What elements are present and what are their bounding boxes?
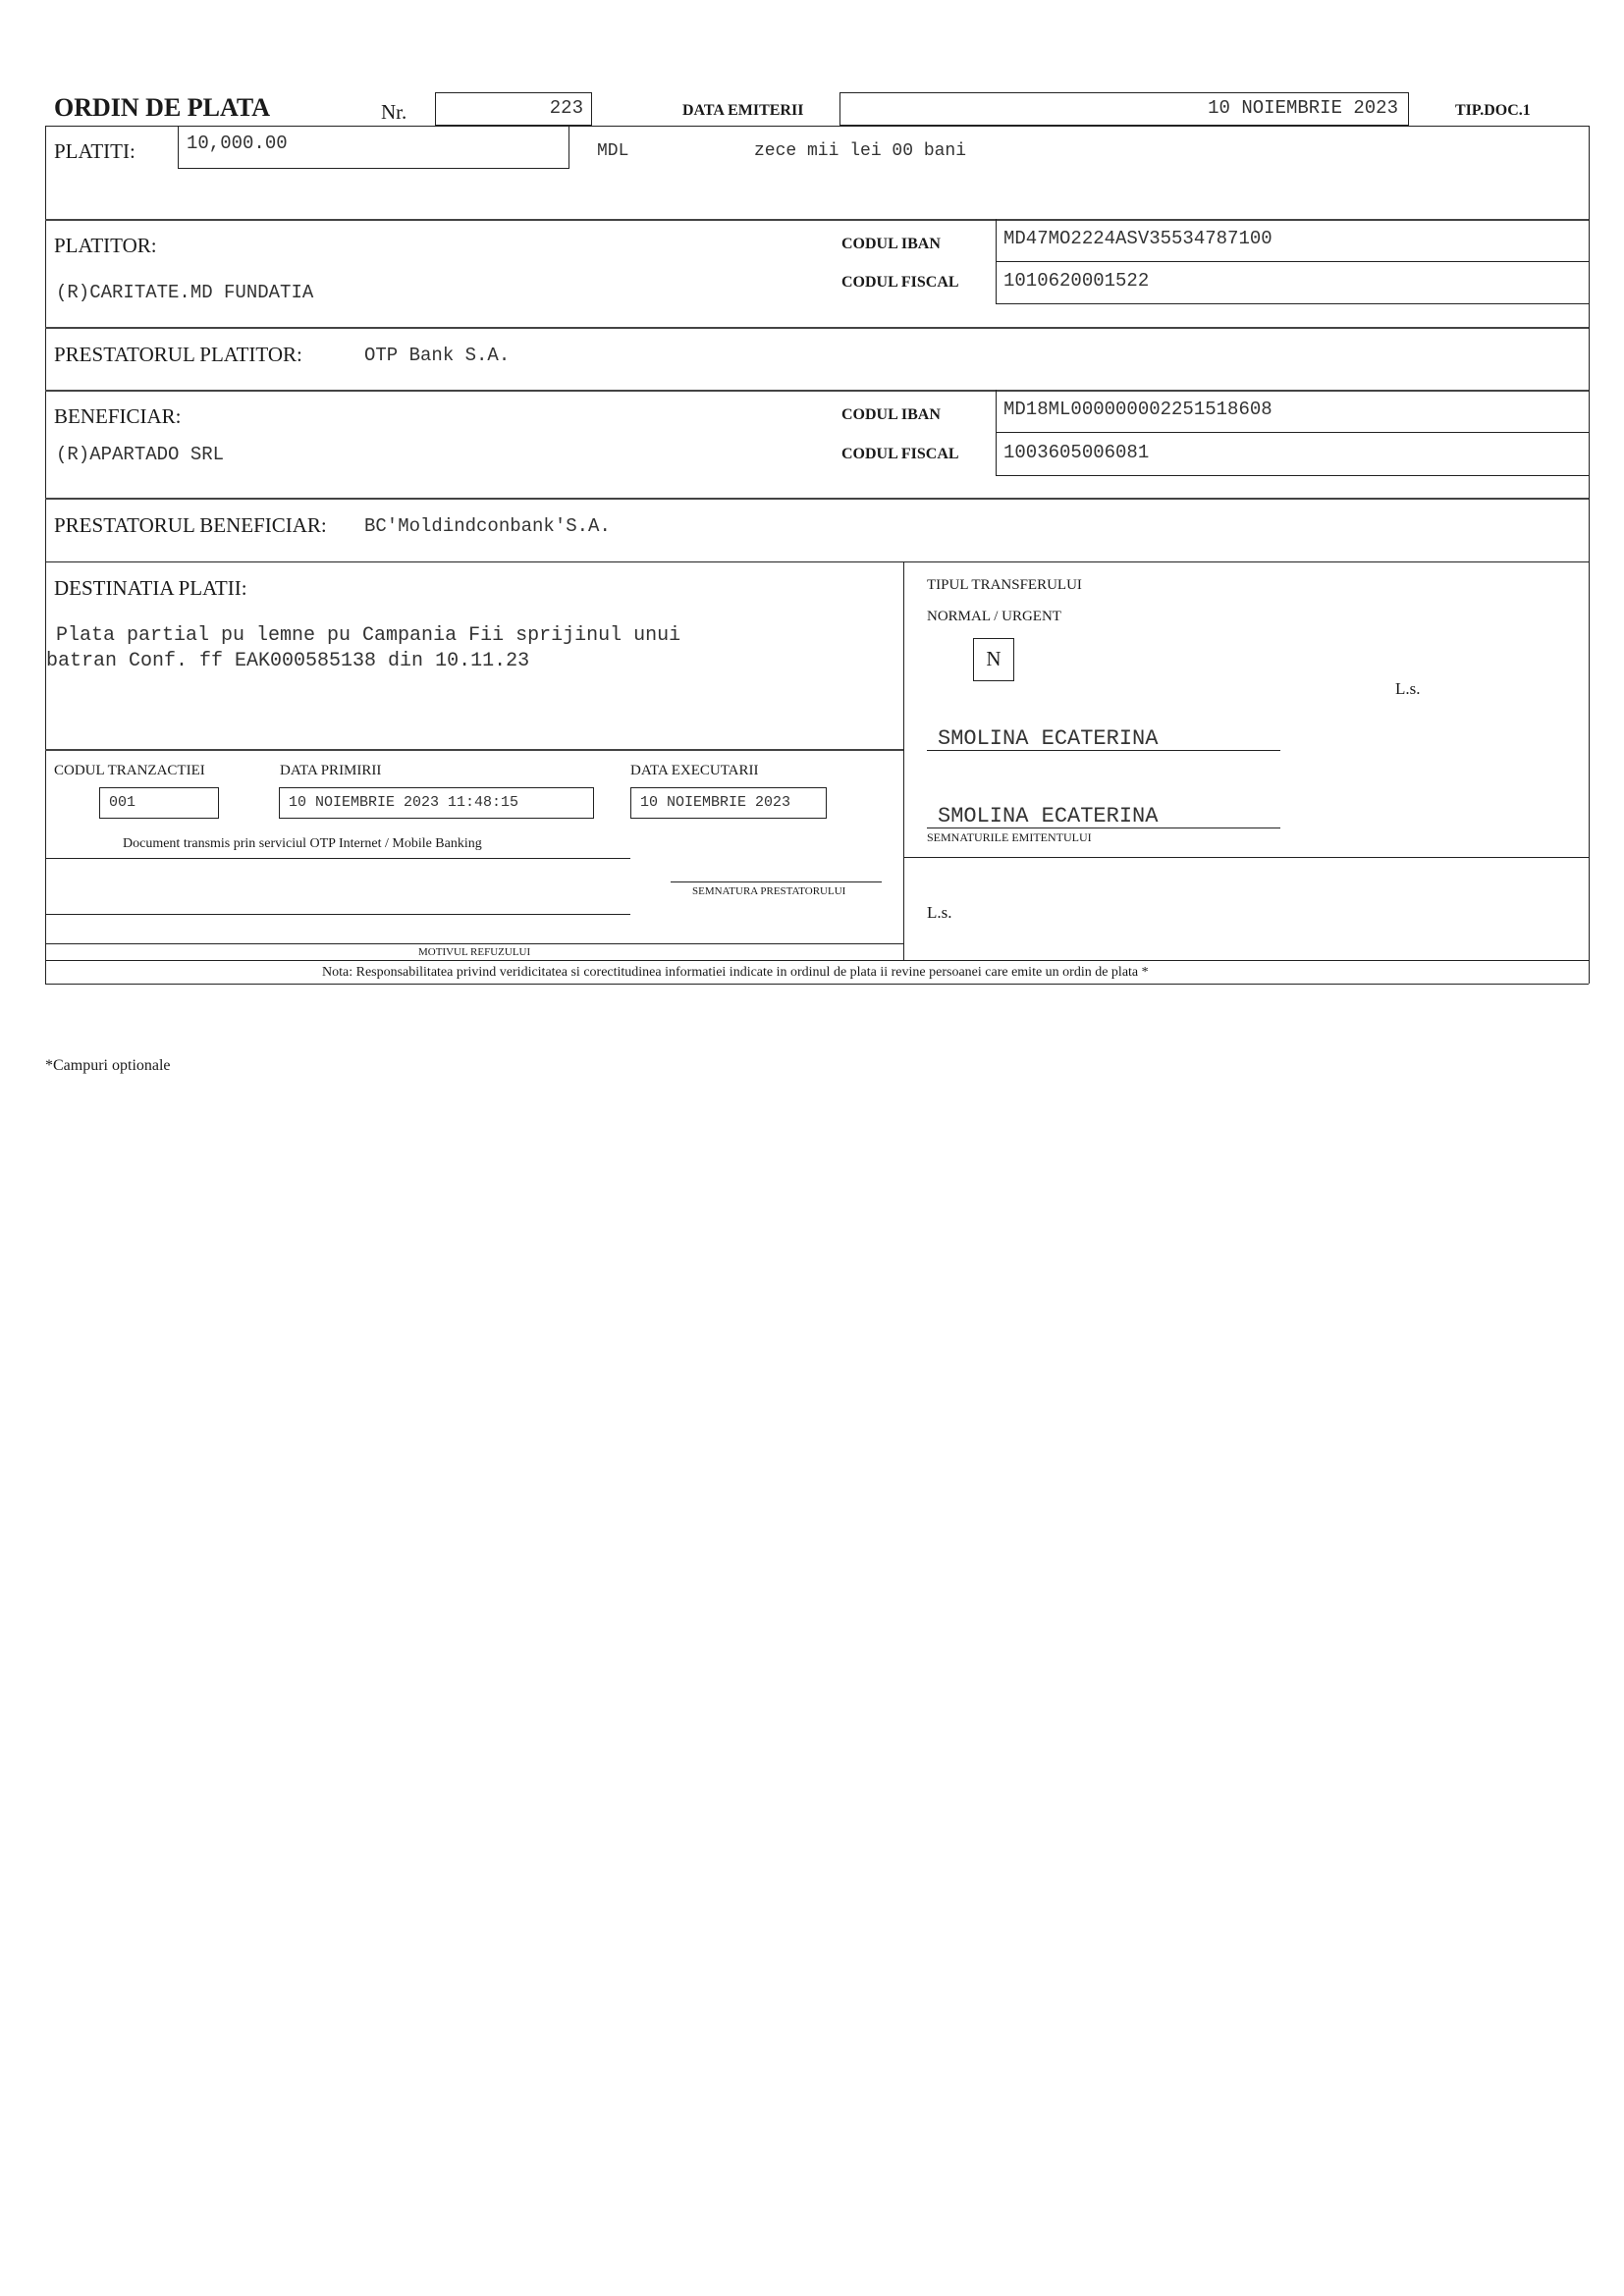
payer-bank-label: PRESTATORUL PLATITOR: [54,343,302,366]
destination-line-2: batran Conf. ff EAK000585138 din 10.11.23 [46,650,530,672]
transfer-mode-label: NORMAL / URGENT [927,609,1061,624]
divider-note-top [45,960,1589,961]
transaction-code-field [99,787,219,819]
divider-signatures [903,857,1589,858]
transmitted-note: Document transmis prin serviciul OTP Internet / Mobile Banking [123,836,482,851]
received-date-field [279,787,594,819]
divider-payer-bank [45,390,1589,392]
executed-date-label: DATA EXECUTARII [630,763,759,778]
payer-iban-label: CODUL IBAN [841,236,941,252]
responsibility-note: Nota: Responsabilitatea privind veridicitatea si corectitudinea informatiei indicate in ordinul de plata ii revine persoanei care emite un ordin de plata * [322,965,1149,980]
issuer-signature-2: SMOLINA ECATERINA [938,804,1159,828]
transmitted-underline [45,858,630,859]
divider-payer [45,327,1589,329]
refusal-reason-label: MOTIVUL REFUZULUI [418,946,531,958]
amount-value: 10,000.00 [187,133,288,154]
ls-label-bottom: L.s. [927,903,952,922]
nr-value: 223 [549,97,583,119]
provider-signature-label: SEMNATURA PRESTATORULUI [692,885,846,897]
column-divider [903,561,904,960]
transaction-code-label: CODUL TRANZACTIEI [54,763,205,778]
doc-type-label: TIP.DOC.1 [1455,102,1531,119]
payer-iban-value: MD47MO2224ASV35534787100 [1003,228,1272,249]
transfer-type-label: TIPUL TRANSFERULUI [927,577,1082,593]
amount-in-words: zece mii lei 00 bani [754,141,967,161]
divider-destination [45,749,903,751]
beneficiary-codes-left-border [996,390,997,476]
amount-label: PLATITI: [54,139,135,163]
provider-signature-line [671,881,882,882]
beneficiary-label: BENEFICIAR: [54,404,182,428]
issuer-signatures-label: SEMNATURILE EMITENTULUI [927,830,1092,844]
divider-beneficiary [45,498,1589,500]
destination-label: DESTINATIA PLATII: [54,576,247,600]
issuer-signature-1: SMOLINA ECATERINA [938,726,1159,751]
payer-name: (R)CARITATE.MD FUNDATIA [56,282,314,303]
divider-amount [45,219,1589,221]
payer-fiscal-label: CODUL FISCAL [841,274,959,291]
payer-label: PLATITOR: [54,234,157,257]
nr-label: Nr. [381,100,407,124]
nr-field [435,92,592,126]
beneficiary-fiscal-label: CODUL FISCAL [841,446,959,462]
form-right-border [1589,126,1590,984]
beneficiary-name: (R)APARTADO SRL [56,444,225,465]
form-bottom-border [45,984,1589,985]
signature-line-1 [927,750,1280,751]
received-date-value: 10 NOIEMBRIE 2023 11:48:15 [289,794,519,811]
ls-label-top: L.s. [1395,679,1421,698]
executed-date-value: 10 NOIEMBRIE 2023 [640,794,791,811]
payer-bank-value: OTP Bank S.A. [364,345,511,366]
beneficiary-bank-value: BC'Moldindconbank'S.A. [364,515,611,537]
payer-codes-mid-line [996,261,1589,262]
payer-fiscal-value: 1010620001522 [1003,270,1150,292]
refusal-line [45,914,630,915]
beneficiary-iban-value: MD18ML000000002251518608 [1003,399,1272,420]
beneficiary-codes-bottom-line [996,475,1589,476]
issue-date-label: DATA EMITERII [682,102,804,119]
destination-line-1: Plata partial pu lemne pu Campania Fii sprijinul unui [56,624,681,647]
divider-beneficiary-bank [45,561,1589,562]
beneficiary-bank-label: PRESTATORUL BENEFICIAR: [54,513,327,537]
payer-codes-bottom-line [996,303,1589,304]
issue-date-value: 10 NOIEMBRIE 2023 [1208,97,1398,119]
amount-field [178,126,569,169]
divider-refusal [45,943,903,944]
beneficiary-fiscal-value: 1003605006081 [1003,442,1150,463]
issue-date-field [839,92,1409,126]
received-date-label: DATA PRIMIRII [280,763,382,778]
transaction-code-value: 001 [109,794,136,811]
optional-fields-note: *Campuri optionale [45,1057,171,1074]
beneficiary-iban-label: CODUL IBAN [841,406,941,423]
executed-date-field [630,787,827,819]
document-title: ORDIN DE PLATA [54,93,271,122]
form-left-border [45,126,46,984]
transfer-mode-value: N [986,647,1001,670]
currency-value: MDL [597,141,629,161]
transfer-mode-field [973,638,1014,681]
beneficiary-codes-mid-line [996,432,1589,433]
